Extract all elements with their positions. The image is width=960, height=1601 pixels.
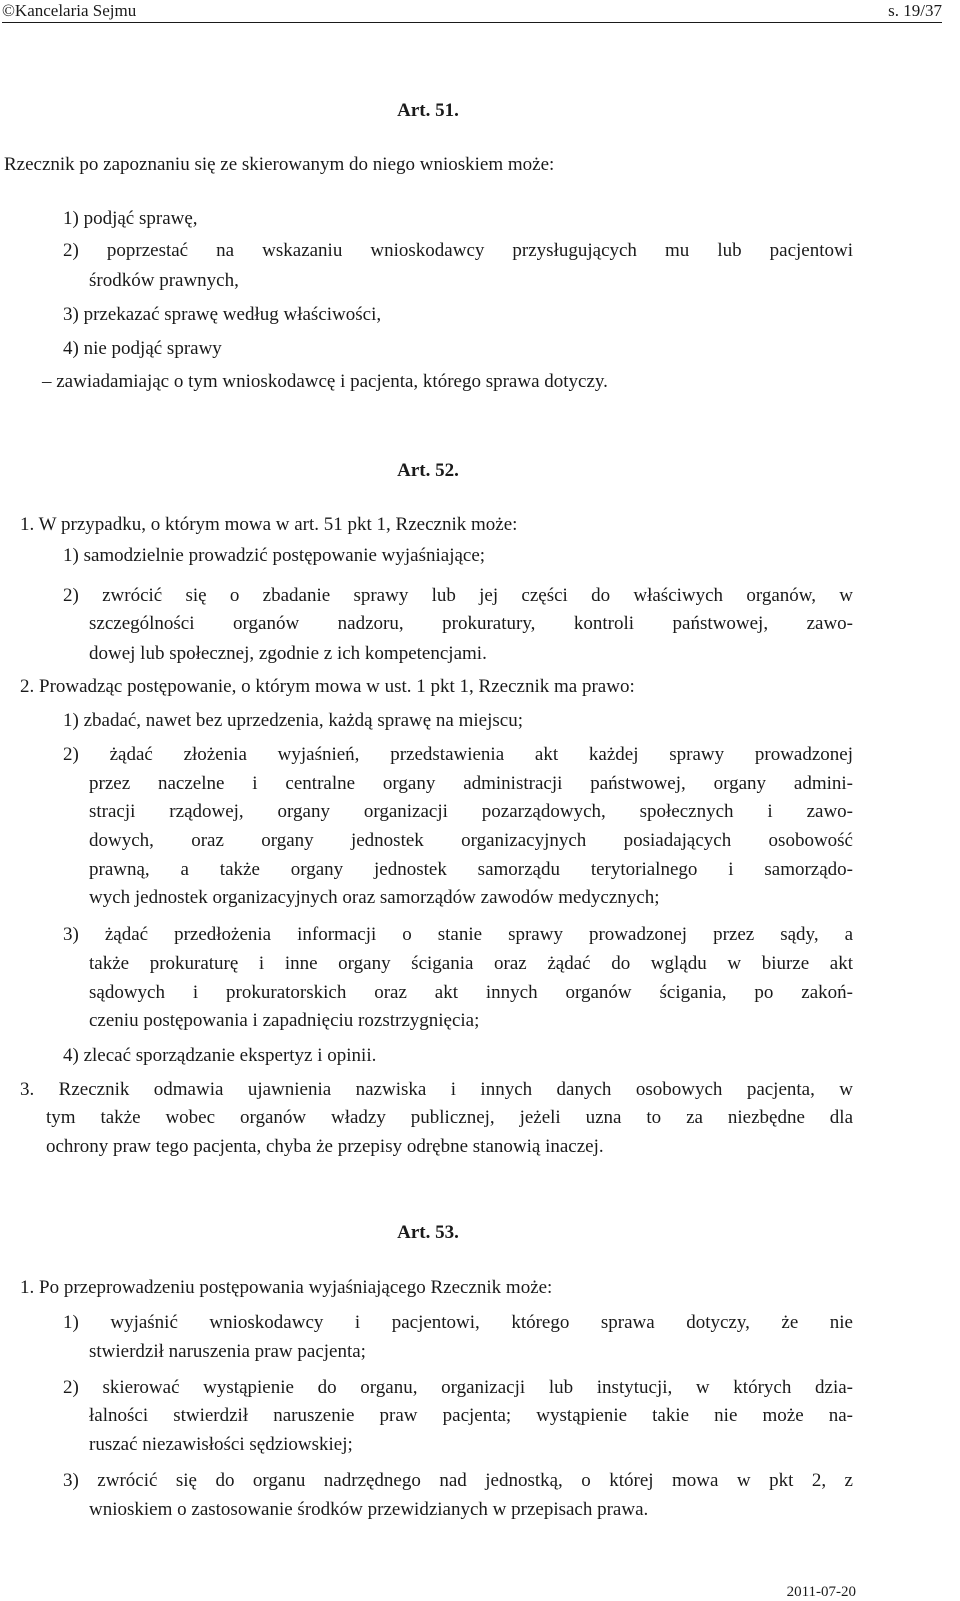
article-heading-53: Art. 53. [397, 1222, 459, 1243]
art51-item-3: 3) przekazać sprawę według właściwości, [63, 304, 382, 325]
art52-p1-item-2-cont-1: szczególności organów nadzoru, prokuratury, kontroli państwowej, zawo- [89, 613, 853, 634]
art51-closing: – zawiadamiając o tym wnioskodawcę i pacjenta, którego sprawa dotyczy. [42, 371, 608, 392]
art51-item-1: 1) podjąć sprawę, [63, 208, 198, 229]
art51-item-4: 4) nie podjąć sprawy [63, 338, 222, 359]
art53-item-2-cont-1: łalności stwierdził naruszenie praw pacjenta; wystąpienie takie nie może na- [89, 1405, 853, 1426]
art52-p2-item-3-cont-1: także prokuraturę i inne organy ścigania oraz żądać do wglądu w biurze akt [89, 953, 853, 974]
art52-p2-item-2: 2) żądać złożenia wyjaśnień, przedstawienia akt każdej sprawy prowadzonej [63, 744, 853, 765]
art52-p2-item-2-cont-4: prawną, a także organy jednostek samorządu terytorialnego i samorządo- [89, 859, 853, 880]
page-header [2, 0, 942, 23]
art52-p2-item-4: 4) zlecać sporządzanie ekspertyz i opinii. [63, 1045, 377, 1066]
art52-para-3-cont-1: tym także wobec organów władzy publicznej, jeżeli uzna to za niezbędne dla [46, 1107, 853, 1128]
art52-para-1: 1. W przypadku, o którym mowa w art. 51 pkt 1, Rzecznik może: [20, 514, 518, 535]
header-left: ©Kancelaria Sejmu [2, 1, 137, 20]
art53-item-1-cont: stwierdził naruszenia praw pacjenta; [89, 1341, 366, 1362]
art53-item-1: 1) wyjaśnić wnioskodawcy i pacjentowi, którego sprawa dotyczy, że nie [63, 1312, 853, 1333]
art52-p2-item-2-cont-5: wych jednostek organizacyjnych oraz samorządów zawodów medycznych; [89, 887, 660, 908]
art52-para-2: 2. Prowadząc postępowanie, o którym mowa w ust. 1 pkt 1, Rzecznik ma prawo: [20, 676, 635, 697]
art51-item-2: 2) poprzestać na wskazaniu wnioskodawcy przysługujących mu lub pacjentowi [63, 240, 853, 261]
art52-para-3-cont-2: ochrony praw tego pacjenta, chyba że przepisy odrębne stanowią inaczej. [46, 1136, 604, 1157]
art53-item-2: 2) skierować wystąpienie do organu, organizacji lub instytucji, w których dzia- [63, 1377, 853, 1398]
art52-p2-item-3-cont-2: sądowych i prokuratorskich oraz akt innych organów ścigania, po zakoń- [89, 982, 853, 1003]
art52-para-3: 3. Rzecznik odmawia ujawnienia nazwiska i innych danych osobowych pacjenta, w [20, 1079, 853, 1100]
footer-date: 2011-07-20 [786, 1584, 856, 1600]
art52-p1-item-1: 1) samodzielnie prowadzić postępowanie wyjaśniające; [63, 545, 486, 566]
article-heading-51: Art. 51. [397, 100, 459, 121]
art53-item-3: 3) zwrócić się do organu nadrzędnego nad jednostką, o której mowa w pkt 2, z [63, 1470, 853, 1491]
art53-para-1: 1. Po przeprowadzeniu postępowania wyjaśniającego Rzecznik może: [20, 1277, 553, 1298]
art52-p2-item-2-cont-3: dowych, oraz organy jednostek organizacyjnych posiadających osobowość [89, 830, 853, 851]
art51-intro: Rzecznik po zapoznaniu się ze skierowanym do niego wnioskiem może: [4, 154, 555, 175]
art52-p2-item-2-cont-2: stracji rządowej, organy organizacji pozarządowych, społecznych i zawo- [89, 801, 853, 822]
art51-item-2-cont: środków prawnych, [89, 270, 239, 291]
art52-p1-item-2-cont-2: dowej lub społecznej, zgodnie z ich kompetencjami. [89, 643, 487, 664]
page-number: s. 19/37 [888, 1, 942, 20]
art52-p1-item-2: 2) zwrócić się o zbadanie sprawy lub jej części do właściwych organów, w [63, 585, 853, 606]
art52-p2-item-2-cont-1: przez naczelne i centralne organy administracji państwowej, organy admini- [89, 773, 853, 794]
art52-p2-item-3: 3) żądać przedłożenia informacji o stanie sprawy prowadzonej przez sądy, a [63, 924, 853, 945]
article-heading-52: Art. 52. [397, 460, 459, 481]
art53-item-2-cont-2: ruszać niezawisłości sędziowskiej; [89, 1434, 353, 1455]
art52-p2-item-3-cont-3: czeniu postępowania i zapadnięciu rozstrzygnięcia; [89, 1010, 480, 1031]
art52-p2-item-1: 1) zbadać, nawet bez uprzedzenia, każdą sprawę na miejscu; [63, 710, 523, 731]
art53-item-3-cont: wnioskiem o zastosowanie środków przewidzianych w przepisach prawa. [89, 1499, 649, 1520]
